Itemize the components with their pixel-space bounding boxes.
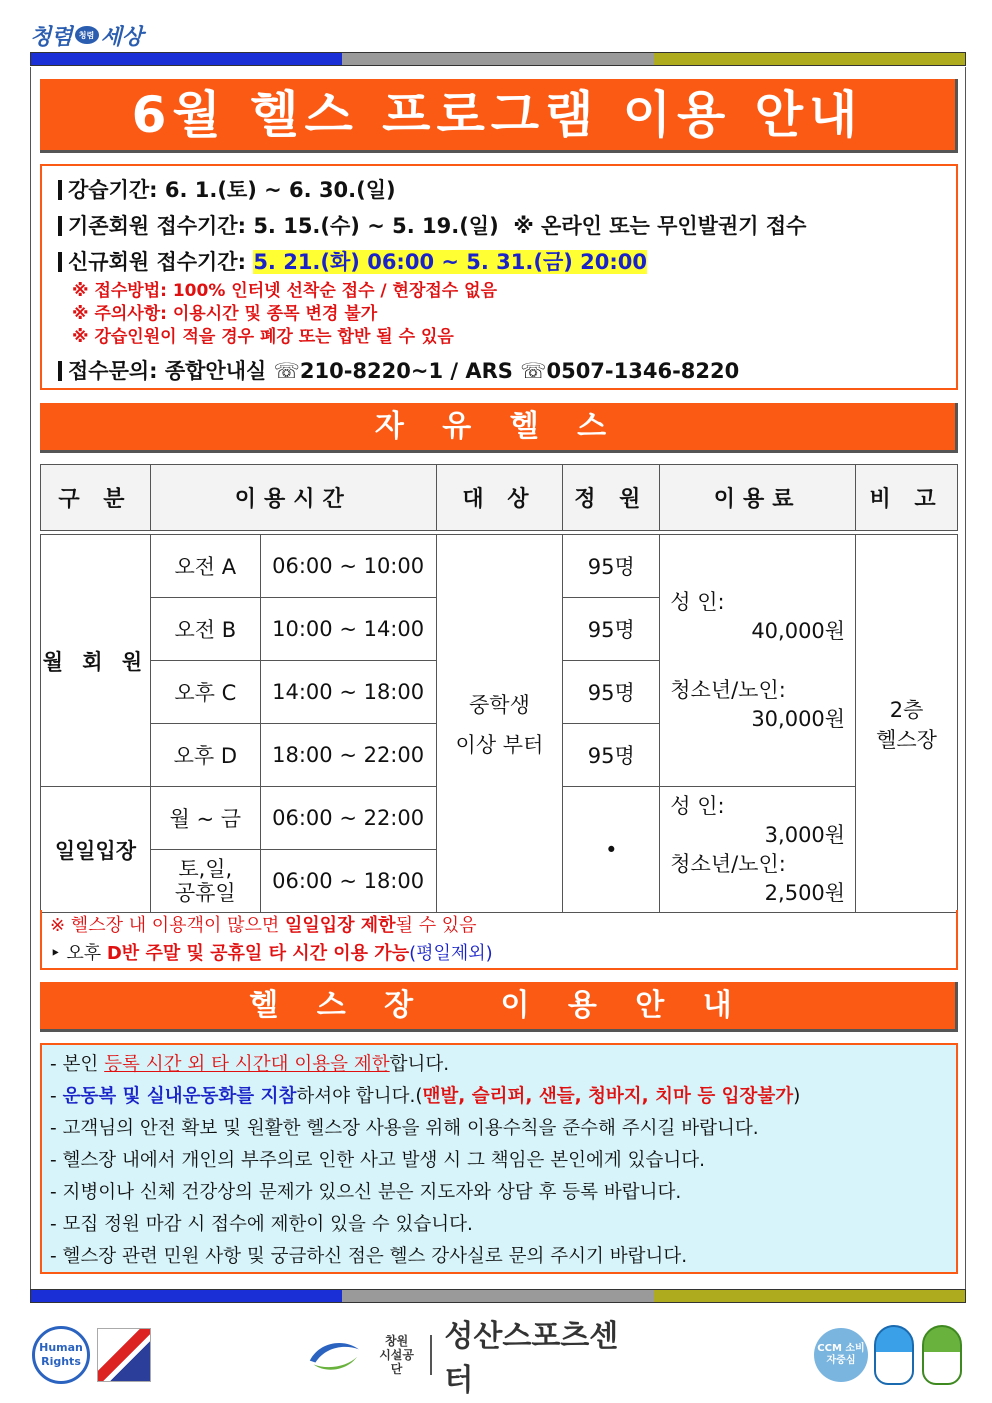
bullet-bar-icon	[58, 180, 62, 200]
human-rights-text: Human Rights	[32, 1326, 90, 1384]
section-gym-guide: 헬 스 장 이 용 안 내	[40, 982, 958, 1032]
monthly-youth-label: 청소년/노인:	[670, 677, 786, 702]
note1-prefix: ※ 헬스장 내 이용객이 많으면	[50, 915, 285, 936]
slot-weekend-line2: 공휴일	[174, 881, 236, 905]
time-c: 14:00 ~ 18:00	[260, 661, 436, 724]
certification-logo	[96, 1322, 152, 1388]
remark-line1: 2층	[889, 697, 924, 722]
daily-label: 일일입장	[41, 787, 151, 913]
bar-blue	[31, 53, 342, 65]
org-small	[375, 1334, 419, 1376]
inquiry-value: 종합안내실 ☏210-8220~1 / ARS ☏0507-1346-8220	[164, 359, 740, 383]
capacity-c: 95명	[563, 661, 660, 724]
brand-badge-icon: 청렴	[75, 26, 99, 44]
human-rights-logo	[30, 1322, 92, 1388]
guide-line: - 지병이나 신체 건강상의 문제가 있으신 분은 지도자와 상담 후 등록 바랍니다.	[50, 1182, 682, 1203]
guide-line: - 모집 정원 마감 시 접수에 제한이 있을 수 있습니다.	[50, 1214, 473, 1235]
ccm-logo	[812, 1322, 870, 1388]
time-weekday: 06:00 ~ 22:00	[260, 787, 436, 850]
org-small-2: 시설공단	[379, 1348, 414, 1376]
inquiry-label: 접수문의:	[68, 359, 158, 383]
monthly-fee-cell	[660, 535, 856, 787]
mascot-blue	[872, 1322, 916, 1388]
g1-prefix: - 본인	[50, 1054, 105, 1075]
inquiry-line	[58, 353, 940, 389]
slot-d: 오후 D	[150, 724, 260, 787]
swoosh-icon	[306, 1335, 363, 1375]
existing-note: ※ 온라인 또는 무인발권기 접수	[513, 214, 807, 238]
header-category: 구 분	[41, 465, 151, 531]
header-target: 대 상	[436, 465, 563, 531]
guide-line: - 헬스장 내에서 개인의 부주의로 인한 사고 발생 시 그 책임은 본인에게 있습니다.	[50, 1150, 705, 1171]
bar-gray	[342, 53, 653, 65]
guide-line: - 고객님의 안전 확보 및 원활한 헬스장 사용을 위해 이용수칙을 준수해 주시길 바랍니다.	[50, 1118, 759, 1139]
center-name: 성산스포츠센터	[444, 1319, 619, 1398]
monthly-adult-value: 40,000원	[751, 618, 846, 643]
capacity-a: 95명	[563, 535, 660, 598]
existing-line	[58, 208, 940, 244]
slot-weekday: 월 ~ 금	[150, 787, 260, 850]
table-notes	[40, 910, 958, 970]
daily-adult-label: 성 인:	[670, 793, 725, 818]
note-d-class	[50, 940, 948, 968]
schedule-table	[40, 464, 958, 913]
logo-divider	[430, 1335, 432, 1375]
brand-suffix: 세상	[100, 23, 144, 50]
note1-suffix: 될 수 있음	[395, 915, 477, 936]
target-line1: 중학생	[469, 692, 530, 717]
mascot-green-icon	[922, 1325, 962, 1385]
time-a: 06:00 ~ 10:00	[260, 535, 436, 598]
target-cell	[436, 535, 563, 913]
note2-prefix: ‣ 오후	[50, 943, 107, 964]
brand-logo	[30, 20, 143, 50]
new-line	[58, 244, 940, 280]
g2-mid: 하셔야 합니다.(	[296, 1086, 423, 1107]
daily-youth-label: 청소년/노인:	[670, 851, 786, 876]
existing-value: 5. 15.(수) ~ 5. 19.(일)	[253, 214, 499, 238]
note-cancel: ※ 강습인원이 적을 경우 폐강 또는 합반 될 수 있음	[72, 327, 454, 347]
new-label: 신규회원 접수기간:	[68, 250, 246, 274]
note-caution: ※ 주의사항: 이용시간 및 종목 변경 불가	[72, 304, 378, 324]
daily-adult-value: 3,000원	[764, 822, 846, 847]
header-time: 이용시간	[150, 465, 436, 531]
monthly-label: 월 회 원	[41, 535, 151, 787]
time-weekend: 06:00 ~ 18:00	[260, 850, 436, 913]
daily-capacity: •	[563, 787, 660, 913]
gym-guide-box	[40, 1043, 958, 1274]
period-label: 강습기간:	[68, 178, 158, 202]
guide-line	[50, 1081, 948, 1113]
bullet-bar-icon	[58, 252, 62, 272]
bullet-bar-icon	[58, 361, 62, 381]
mascot-green	[920, 1322, 964, 1388]
g2-red: 맨발, 슬리퍼, 샌들, 청바지, 치마 등 입장불가	[422, 1086, 794, 1107]
flag-icon	[97, 1328, 151, 1382]
bottom-color-bar	[30, 1289, 966, 1303]
target-line2: 이상 부터	[455, 732, 544, 757]
registration-info	[40, 164, 958, 390]
note-method: ※ 접수방법: 100% 인터넷 선착순 접수 / 현장접수 없음	[72, 281, 497, 301]
mascot-blue-icon	[874, 1325, 914, 1385]
capacity-d: 95명	[563, 724, 660, 787]
note2-suffix: (평일제외)	[409, 943, 493, 964]
header-fee: 이용료	[660, 465, 856, 531]
period-line	[58, 172, 940, 208]
daily-fee-cell	[660, 787, 856, 913]
monthly-youth-value: 30,000원	[751, 706, 846, 731]
daily-youth-value: 2,500원	[764, 880, 846, 905]
page-title: 6월 헬스 프로그램 이용 안내	[40, 79, 958, 153]
slot-weekend-line1: 토,일,	[178, 857, 233, 881]
existing-label: 기존회원 접수기간:	[68, 214, 246, 238]
section-free-gym: 자 유 헬 스	[40, 403, 958, 453]
note1-bold: 일일입장 제한	[284, 915, 396, 936]
time-d: 18:00 ~ 22:00	[260, 724, 436, 787]
bar-gray	[342, 1290, 653, 1302]
slot-a: 오전 A	[150, 535, 260, 598]
table-header-row	[41, 465, 958, 531]
guide-line	[50, 1049, 948, 1081]
slot-weekend	[150, 850, 260, 913]
org-small-1: 창원	[384, 1334, 409, 1348]
monthly-adult-label: 성 인:	[670, 589, 725, 614]
ccm-text: CCM 소비자중심	[814, 1328, 868, 1382]
top-color-bar	[30, 52, 966, 66]
table-row	[41, 535, 958, 598]
bar-blue	[31, 1290, 342, 1302]
g2-blue: 운동복 및 실내운동화를 지참	[62, 1086, 297, 1107]
g2-end: )	[793, 1086, 801, 1107]
remark-line2: 헬스장	[876, 727, 937, 752]
g2-dash: -	[50, 1086, 63, 1107]
g1-suffix: 합니다.	[389, 1054, 450, 1075]
remark-cell	[856, 535, 958, 913]
guide-line: - 헬스장 관련 민원 사항 및 궁금하신 점은 헬스 강사실로 문의 주시기 바랍니다.	[50, 1246, 688, 1267]
bar-olive	[654, 53, 965, 65]
bullet-bar-icon	[58, 216, 62, 236]
note-daily-limit	[50, 912, 948, 940]
bar-olive	[654, 1290, 965, 1302]
header-capacity: 정 원	[563, 465, 660, 531]
new-value: 5. 21.(화) 06:00 ~ 5. 31.(금) 20:00	[253, 250, 648, 274]
header-remark: 비 고	[856, 465, 958, 531]
g1-red: 등록 시간 외 타 시간대 이용을 제한	[104, 1054, 390, 1075]
slot-c: 오후 C	[150, 661, 260, 724]
note2-bold: D반 주말 및 공휴일 타 시간 이용 가능	[106, 943, 410, 964]
period-value: 6. 1.(토) ~ 6. 30.(일)	[164, 178, 396, 202]
slot-b: 오전 B	[150, 598, 260, 661]
center-logo	[306, 1319, 636, 1398]
brand-prefix: 청렴	[30, 23, 73, 50]
time-b: 10:00 ~ 14:00	[260, 598, 436, 661]
capacity-b: 95명	[563, 598, 660, 661]
